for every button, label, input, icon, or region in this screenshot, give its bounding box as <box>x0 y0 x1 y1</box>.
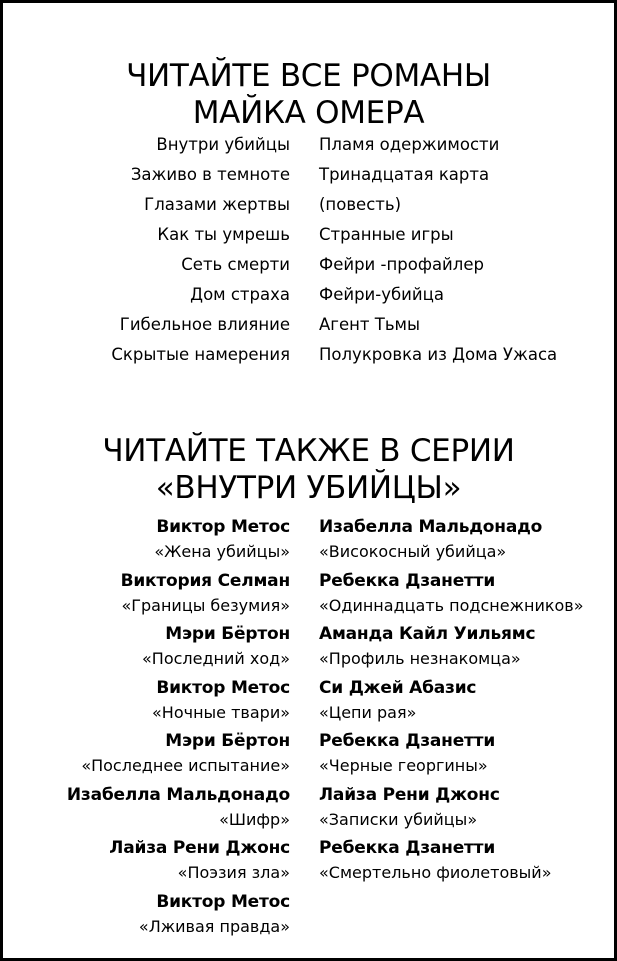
book-author: Виктор Метос <box>156 677 290 698</box>
novel-title: Внутри убийцы <box>156 135 290 154</box>
book-author: Си Джей Абазис <box>319 677 477 698</box>
book-title: «Одиннадцать подснежников» <box>319 595 584 615</box>
series-entry <box>319 621 584 675</box>
series-entry <box>319 675 584 729</box>
series-entry <box>67 514 290 568</box>
book-title: «Шифр» <box>219 809 290 829</box>
novel-title: Странные игры <box>319 225 454 244</box>
book-author: Изабелла Мальдонадо <box>319 517 543 537</box>
book-author: Изабелла Мальдонадо <box>66 784 290 805</box>
series-entry <box>319 568 584 622</box>
book-author: Ребекка Дзанетти <box>319 570 496 591</box>
book-title: «Лживая правда» <box>138 916 290 936</box>
novel-title: Скрытые намерения <box>111 345 290 364</box>
novel-title: Гибельное влияние <box>119 315 290 334</box>
book-title: «Черные георгины» <box>319 756 488 775</box>
book-author: Лайза Рени Джонс <box>319 784 500 805</box>
book-title: «Последний ход» <box>142 649 290 668</box>
novel-title: Фейри -профайлер <box>319 255 484 274</box>
series-entry <box>67 835 290 889</box>
novel-title: (повесть) <box>319 195 402 214</box>
novel-title: Фейри-убийца <box>319 285 444 304</box>
series-entry <box>319 782 584 836</box>
novels-list <box>3 130 614 370</box>
novels-row <box>3 190 614 220</box>
book-author: Мэри Бёртон <box>165 731 290 751</box>
series-entry <box>67 889 290 943</box>
novel-title: Сеть смерти <box>181 255 290 274</box>
series-entry <box>67 728 290 782</box>
book-title: «Профиль незнакомца» <box>319 649 521 668</box>
novels-heading-line2: МАЙКА ОМЕРА <box>192 95 425 131</box>
book-title: «Ночные твари» <box>152 702 290 722</box>
series-entry <box>319 728 584 782</box>
series-entry <box>67 621 290 675</box>
book-title: «Поэзия зла» <box>177 863 290 882</box>
novel-title: Глазами жертвы <box>144 195 290 214</box>
series-entry <box>67 782 290 836</box>
novels-heading <box>3 58 614 132</box>
novel-title: Пламя одержимости <box>319 135 500 154</box>
series-heading-line1: ЧИТАЙТЕ ТАКЖЕ В СЕРИИ <box>102 433 515 469</box>
novel-title: Как ты умрешь <box>157 225 290 244</box>
book-title: «Записки убийцы» <box>319 809 478 829</box>
novels-row <box>3 340 614 370</box>
book-author: Виктор Метос <box>156 891 290 912</box>
book-author: Лайза Рени Джонс <box>109 838 290 858</box>
book-author: Виктория Селман <box>120 570 290 591</box>
book-title: «Смертельно фиолетовый» <box>319 863 552 882</box>
book-author: Ребекка Дзанетти <box>319 838 496 858</box>
novels-row <box>3 220 614 250</box>
book-author: Ребекка Дзанетти <box>319 731 496 751</box>
book-title: «Последнее испытание» <box>81 756 290 775</box>
book-author: Аманда Кайл Уильямс <box>319 624 536 644</box>
book-author: Виктор Метос <box>156 517 290 537</box>
novel-title: Полукровка из Дома Ужаса <box>319 345 558 364</box>
novels-row <box>3 130 614 160</box>
book-title: «Цепи рая» <box>319 702 417 722</box>
novel-title: Заживо в темноте <box>130 165 290 184</box>
novels-row <box>3 160 614 190</box>
novel-title: Дом страха <box>190 285 290 304</box>
series-entry <box>319 514 584 568</box>
series-entry <box>319 835 584 889</box>
series-heading-line2: «ВНУТРИ УБИЙЦЫ» <box>155 470 462 506</box>
series-entry <box>67 568 290 622</box>
series-heading <box>3 433 614 507</box>
novels-heading-line1: ЧИТАЙТЕ ВСЕ РОМАНЫ <box>126 58 491 94</box>
novel-title: Тринадцатая карта <box>319 165 490 184</box>
book-title: «Високосный убийца» <box>319 542 507 561</box>
book-title: «Границы безумия» <box>121 595 290 615</box>
novels-row <box>3 310 614 340</box>
series-entry <box>67 675 290 729</box>
novels-row <box>3 280 614 310</box>
book-title: «Жена убийцы» <box>154 542 290 561</box>
novels-row <box>3 250 614 280</box>
series-column-left <box>67 514 290 942</box>
series-column-right <box>319 514 584 889</box>
novel-title: Агент Тьмы <box>319 315 421 334</box>
book-author: Мэри Бёртон <box>165 624 290 644</box>
